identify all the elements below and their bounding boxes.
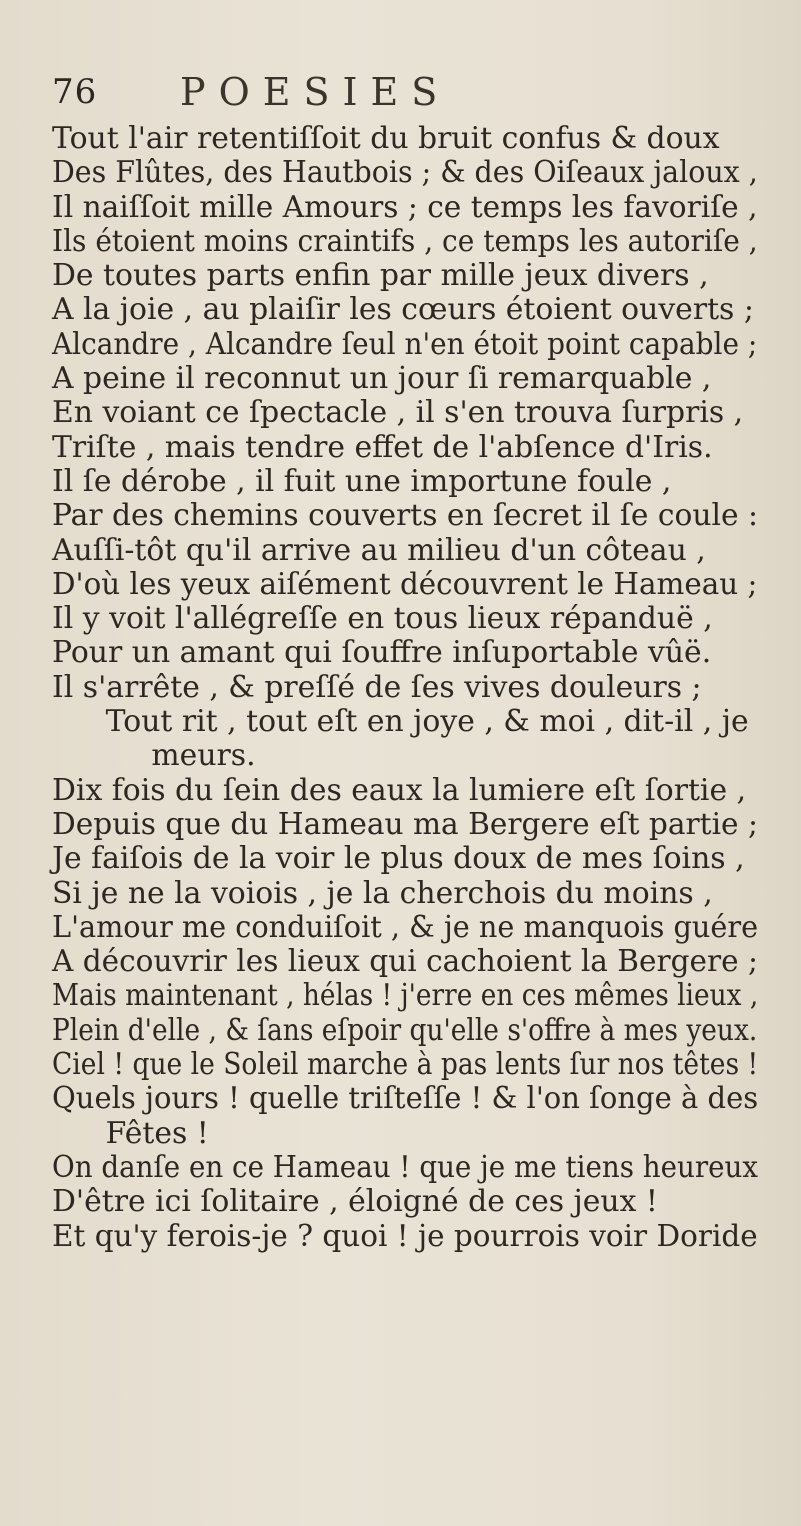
verse-line: Auſſi-tôt qu'il arrive au milieu d'un côteau ,: [52, 532, 706, 568]
verse-line: Mais maintenant , hélas ! j'erre en ces mêmes lieux ,: [52, 978, 759, 1014]
verse-line: D'être ici ſolitaire , éloigné de ces jeux !: [52, 1184, 658, 1220]
verse-line: Depuis que du Hameau ma Bergere eſt partie ;: [52, 806, 758, 842]
verse-line: De toutes parts enfin par mille jeux divers ,: [52, 258, 709, 294]
verse-line: A découvrir les lieux qui cachoient la Bergere ;: [52, 944, 758, 980]
verse-line: Triſte , mais tendre effet de l'abſence d'Iris.: [52, 429, 713, 465]
verse-line: Quels jours ! quelle triſteſſe ! & l'on ſonge à des: [52, 1081, 759, 1117]
verse-line: Alcandre , Alcandre ſeul n'en étoit point capable ;: [52, 326, 758, 362]
verse-line: Je faiſois de la voir le plus doux de mes ſoins ,: [52, 841, 745, 877]
verse-line: Ciel ! que le Soleil marche à pas lents ſur nos têtes !: [52, 1047, 759, 1083]
verse-line: D'où les yeux aiſément découvrent le Hameau ;: [52, 566, 758, 602]
verse-line: L'amour me conduiſoit , & je ne manquois guére: [52, 909, 759, 945]
verse-line: Tout l'air retentiſſoit du bruit confus & doux: [52, 121, 720, 156]
verse-line: On danſe en ce Hameau ! que je me tiens heureux: [52, 1149, 759, 1185]
poem-text: [52, 122, 762, 1254]
verse-line: En voiant ce ſpectacle , il s'en trouva ſurpris ,: [52, 395, 744, 431]
verse-line-turnover: Fêtes !: [105, 1115, 209, 1151]
verse-line: Ils étoient moins craintifs , ce temps les autoriſe ,: [52, 223, 758, 259]
verse-line: A peine il reconnut un jour ſi remarquable ,: [52, 361, 712, 397]
verse-line: Tout rit , tout eſt en joye , & moi , dit-il , je: [105, 704, 749, 740]
verse-line: Plein d'elle , & ſans eſpoir qu'elle s'offre à mes yeux.: [52, 1012, 758, 1048]
verse-line: Il s'arrête , & preſſé de ſes vives douleurs ;: [52, 669, 702, 705]
verse-line: Par des chemins couverts en ſecret il ſe coule :: [52, 498, 759, 534]
verse-line-turnover: meurs.: [151, 738, 256, 774]
verse-line: Il naiſſoit mille Amours ; ce temps les favoriſe ,: [52, 189, 758, 225]
verse-line: Si je ne la voiois , je la cherchois du moins ,: [52, 875, 713, 911]
verse-line: Il ſe dérobe , il fuit une importune foule ,: [52, 463, 672, 499]
running-title: POESIES: [180, 70, 451, 114]
page-number: 76: [52, 72, 98, 112]
verse-line: Dix fois du ſein des eaux la lumiere eſt ſortie ,: [52, 772, 747, 808]
verse-line: Et qu'y ferois-je ? quoi ! je pourrois voir Doride: [52, 1218, 758, 1254]
verse-line: A la joie , au plaiſir les cœurs étoient ouverts ;: [52, 292, 754, 328]
verse-line: Des Flûtes, des Hautbois ; & des Oiſeaux jaloux ,: [52, 155, 758, 191]
verse-line: Il y voit l'allégreſſe en tous lieux répanduë ,: [52, 601, 713, 637]
verse-line: Pour un amant qui ſouffre inſuportable vûë.: [52, 635, 712, 671]
page-header: [52, 64, 752, 118]
